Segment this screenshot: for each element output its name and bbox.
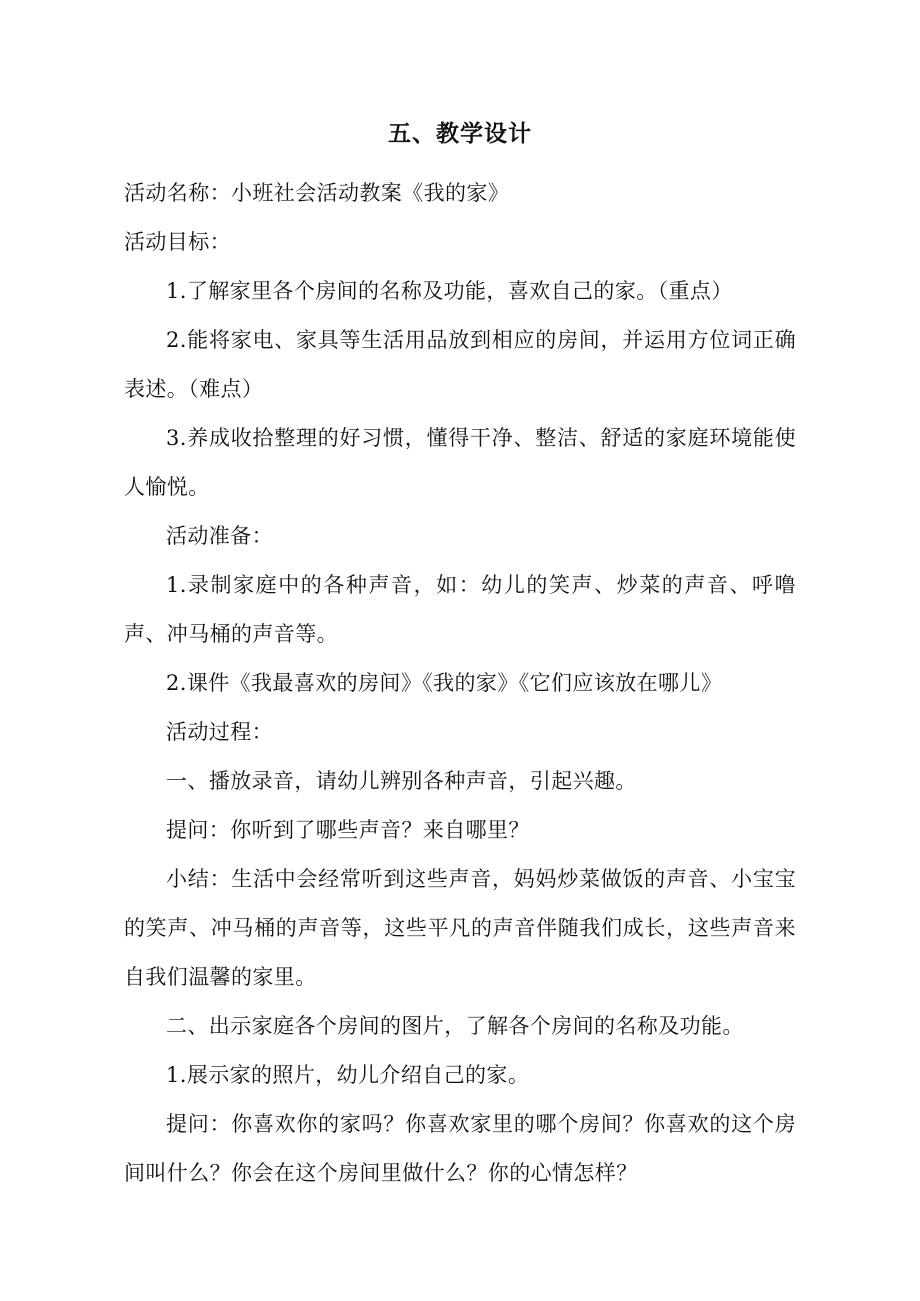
section-title: 五、教学设计 [388,121,532,147]
activity-name-line: 活动名称：小班社会活动教案《我的家》 [124,181,510,205]
preparation-item-2: 2.课件《我最喜欢的房间》《我的家》《它们应该放在哪儿》 [166,671,723,695]
process-heading: 活动过程： [166,720,273,744]
question-1: 提问：你听到了哪些声音？来自哪里？ [166,818,530,842]
document-body [124,169,796,1198]
process-step-1: 一、播放录音，请幼儿辨别各种声音，引起兴趣。 [166,769,637,793]
preparation-item-1: 1.录制家庭中的各种声音，如：幼儿的笑声、炒菜的声音、呼噜声、冲马桶的声音等。 [124,573,796,646]
process-step-2-item-1: 1.展示家的照片，幼儿介绍自己的家。 [166,1063,530,1087]
summary-1: 小结：生活中会经常听到这些声音，妈妈炒菜做饭的声音、小宝宝的笑声、冲马桶的声音等，这些平凡的声音伴随我们成长，这些声音来自我们温馨的家里。 [124,867,796,989]
preparation-heading: 活动准备： [166,524,273,548]
goal-item-3: 3.养成收拾整理的好习惯，懂得干净、整洁、舒适的家庭环境能使人愉悦。 [124,426,796,499]
question-2: 提问：你喜欢你的家吗？你喜欢家里的哪个房间？你喜欢的这个房间叫什么？你会在这个房间里做什么？你的心情怎样？ [124,1112,796,1185]
goal-item-1: 1.了解家里各个房间的名称及功能，喜欢自己的家。（重点） [166,279,733,303]
goal-item-2: 2.能将家电、家具等生活用品放到相应的房间，并运用方位词正确表述。（难点） [124,328,796,401]
activity-goals-heading: 活动目标： [124,230,231,254]
process-step-2: 二、出示家庭各个房间的图片，了解各个房间的名称及功能。 [166,1014,744,1038]
